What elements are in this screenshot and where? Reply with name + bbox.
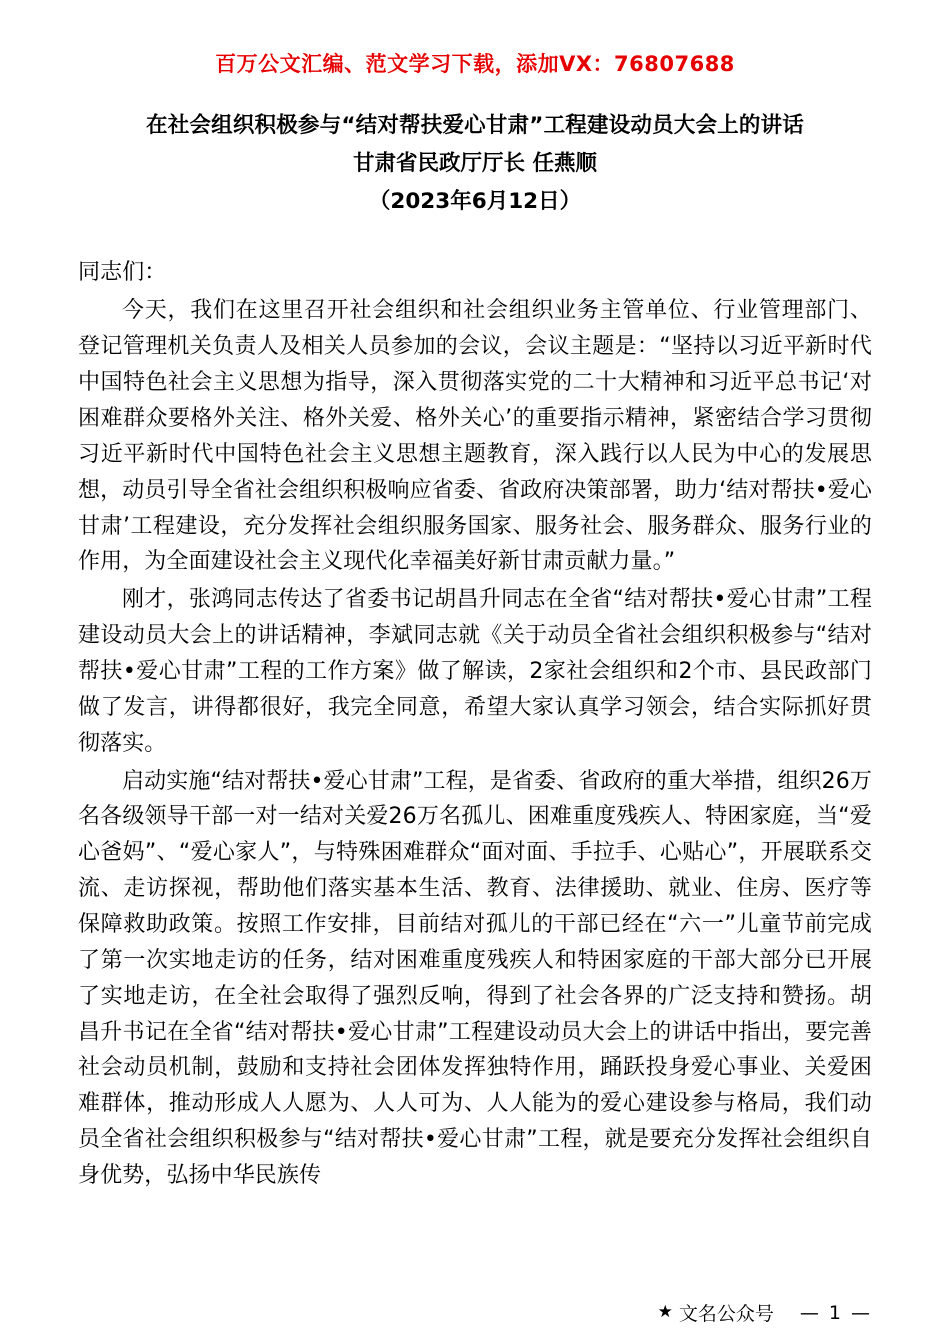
salutation: 同志们：	[78, 260, 167, 286]
paragraph-2: 刚才，张鸿同志传达了省委书记胡昌升同志在全省“结对帮扶•爱心甘肃”工程建设动员大会上的讲话精神，李斌同志就《关于动员全省社会组织积极参与“结对帮扶•爱心甘肃”工程的工作方案》做了解读，2家社会组织和2个市、县民政部门做了发言，讲得都很好，我完全同意，希望大家认真学习领会，结合实际抓好贯彻落实。	[78, 587, 872, 756]
paragraph-1: 今天，我们在这里召开社会组织和社会组织业务主管单位、行业管理部门、登记管理机关负责人及相关人员参加的会议，会议主题是：“坚持以习近平新时代中国特色社会主义思想为指导，深入贯彻落实党的二十大精神和习近平总书记‘对困难群众要格外关注、格外关爱、格外关心’的重要指示精神，紧密结合学习贯彻习近平新时代中国特色社会主义思想主题教育，深入践行以人民为中心的发展思想，动员引导全省社会组织积极响应省委、省政府决策部署，助力‘结对帮扶•爱心甘肃’工程建设，充分发挥社会组织服务国家、服务社会、服务群众、服务行业的作用，为全面建设社会主义现代化幸福美好新甘肃贡献力量。”	[78, 298, 872, 575]
page-footer	[0, 1299, 950, 1326]
document-body	[78, 255, 872, 1193]
footer-brand-label: 文名公众号	[678, 1303, 774, 1325]
page-title: 在社会组织积极参与“结对帮扶爱心甘肃”工程建设动员大会上的讲话	[146, 113, 804, 139]
page-number: — 1 —	[799, 1301, 872, 1324]
paragraph-3: 启动实施“结对帮扶•爱心甘肃”工程，是省委、省政府的重大举措，组织26万名各级领导干部一对一结对关爱26万名孤儿、困难重度残疾人、特困家庭，当“爱心爸妈”、“爱心家人”，与特殊困难群众“面对面、手拉手、心贴心”，开展联系交流、走访探视，帮助他们落实基本生活、教育、法律援助、就业、住房、医疗等保障救助政策。按照工作安排，目前结对孤儿的干部已经在“六一”儿童节前完成了第一次实地走访的任务，结对困难重度残疾人和特困家庭的干部大部分已开展了实地走访，在全社会取得了强烈反响，得到了社会各界的广泛支持和赞扬。胡昌升书记在全省“结对帮扶•爱心甘肃”工程建设动员大会上的讲话中指出，要完善社会动员机制，鼓励和支持社会团体发挥独特作用，踊跃投身爱心事业、关爱困难群体，推动形成人人愿为、人人可为、人人能为的爱心建设参与格局，我们动员全省社会组织积极参与“结对帮扶•爱心甘肃”工程，就是要充分发挥社会组织自身优势，弘扬中华民族传	[78, 768, 872, 1188]
document-date: （2023年6月12日）	[368, 189, 582, 215]
document-author: 甘肃省民政厅厅长 任燕顺	[353, 150, 597, 176]
watermark-banner: 百万公文汇编、范文学习下载，添加VX：76807688	[215, 52, 735, 76]
footer-brand	[658, 1299, 774, 1326]
star-icon: ★	[657, 1302, 673, 1322]
